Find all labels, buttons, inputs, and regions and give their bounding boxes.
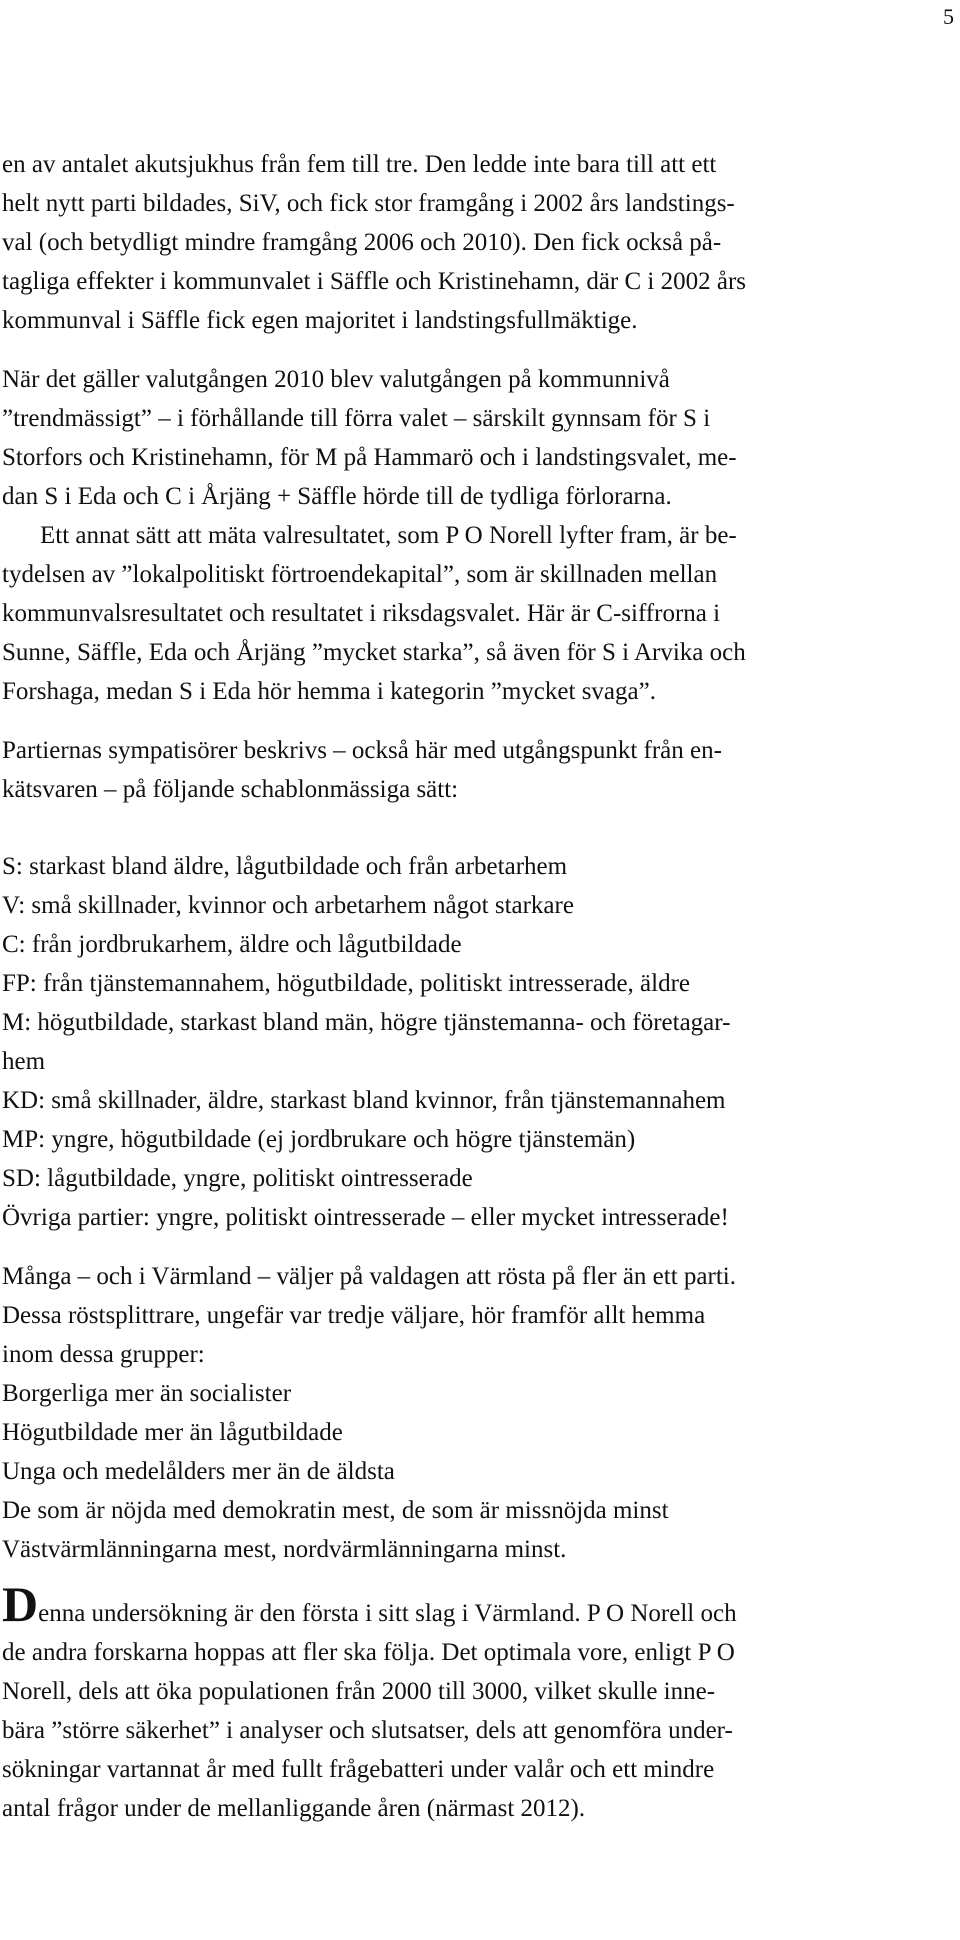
paragraph-conclusion <box>2 1576 942 1828</box>
paragraph-election-outcome <box>2 360 942 516</box>
list-item: FP: från tjänstemannahem, högutbildade, politiskt intresserade, äldre <box>2 970 691 997</box>
document-body <box>2 145 942 1828</box>
list-item: De som är nöjda med demokratin mest, de som är missnöjda minst <box>2 1497 669 1524</box>
party-profile-list <box>2 847 942 1237</box>
paragraph-sympathizers-intro <box>2 731 942 809</box>
list-item: Västvärmlänningarna mest, nordvärmlänningarna minst. <box>2 1536 567 1563</box>
text-line: Partiernas sympatisörer beskrivs – också här med utgångspunkt från en- <box>2 737 722 764</box>
text-line: Forshaga, medan S i Eda hör hemma i kategorin ”mycket svaga”. <box>2 678 656 705</box>
page-number: 5 <box>943 4 954 29</box>
text-line <box>2 1576 942 1633</box>
text-line: Många – och i Värmland – väljer på valdagen att rösta på fler än ett parti. <box>2 1263 736 1290</box>
paragraph-vote-splitters <box>2 1257 942 1569</box>
text-line: Sunne, Säffle, Eda och Årjäng ”mycket starka”, så även för S i Arvika och <box>2 639 746 666</box>
text-line: dan S i Eda och C i Årjäng + Säffle hörde till de tydliga förlorarna. <box>2 483 672 510</box>
list-item: SD: lågutbildade, yngre, politiskt ointresserade <box>2 1165 473 1192</box>
paragraph-hospitals <box>2 145 942 340</box>
text-line: en av antalet akutsjukhus från fem till tre. Den ledde inte bara till att ett <box>2 151 717 178</box>
list-item: Borgerliga mer än socialister <box>2 1380 292 1407</box>
text-line: Dessa röstsplittrare, ungefär var tredje väljare, hör framför allt hemma <box>2 1302 706 1329</box>
text-line: tagliga effekter i kommunvalet i Säffle och Kristinehamn, där C i 2002 års <box>2 268 747 295</box>
text-line: kommunvalsresultatet och resultatet i riksdagsvalet. Här är C-siffrorna i <box>2 600 721 627</box>
text-line: ”trendmässigt” – i förhållande till förra valet – särskilt gynnsam för S i <box>2 405 711 432</box>
list-item: hem <box>2 1048 46 1075</box>
text-line: kätsvaren – på följande schablonmässiga sätt: <box>2 776 459 803</box>
text-line: När det gäller valutgången 2010 blev valutgången på kommunnivå <box>2 366 670 393</box>
text-line: de andra forskarna hoppas att fler ska följa. Det optimala vore, enligt P O <box>2 1639 735 1666</box>
list-item: KD: små skillnader, äldre, starkast bland kvinnor, från tjänstemannahem <box>2 1087 726 1114</box>
text-line: antal frågor under de mellanliggande åren (närmast 2012). <box>2 1795 586 1822</box>
list-item: Högutbildade mer än lågutbildade <box>2 1419 343 1446</box>
text-line: kommunval i Säffle fick egen majoritet i landstingsfullmäktige. <box>2 307 638 334</box>
list-item: MP: yngre, högutbildade (ej jordbrukare och högre tjänstemän) <box>2 1126 636 1153</box>
text-line: Ett annat sätt att mäta valresultatet, som P O Norell lyfter fram, är be- <box>40 522 737 549</box>
list-item: Övriga partier: yngre, politiskt ointresserade – eller mycket intresserade! <box>2 1204 729 1231</box>
paragraph-trust-capital <box>2 516 942 711</box>
list-item: V: små skillnader, kvinnor och arbetarhem något starkare <box>2 892 574 919</box>
text-line: Storfors och Kristinehamn, för M på Hammarö och i landstingsvalet, me- <box>2 444 737 471</box>
text-line: sökningar vartannat år med fullt frågebatteri under valår och ett mindre <box>2 1756 715 1783</box>
text-line: val (och betydligt mindre framgång 2006 och 2010). Den fick också på- <box>2 229 722 256</box>
text-line: Norell, dels att öka populationen från 2000 till 3000, vilket skulle inne- <box>2 1678 716 1705</box>
text-line-rest: enna undersökning är den första i sitt slag i Värmland. P O Norell och <box>38 1600 737 1627</box>
text-line: tydelsen av ”lokalpolitiskt förtroendekapital”, som är skillnaden mellan <box>2 561 718 588</box>
list-item: S: starkast bland äldre, lågutbildade och från arbetarhem <box>2 853 568 880</box>
list-item: M: högutbildade, starkast bland män, högre tjänstemanna- och företagar- <box>2 1009 731 1036</box>
text-line: helt nytt parti bildades, SiV, och fick stor framgång i 2002 års landstings- <box>2 190 735 217</box>
text-line: bära ”större säkerhet” i analyser och slutsatser, dels att genomföra under- <box>2 1717 733 1744</box>
text-line: inom dessa grupper: <box>2 1341 205 1368</box>
list-item: Unga och medelålders mer än de äldsta <box>2 1458 395 1485</box>
list-item: C: från jordbrukarhem, äldre och lågutbildade <box>2 931 462 958</box>
drop-cap: D <box>2 1576 39 1632</box>
